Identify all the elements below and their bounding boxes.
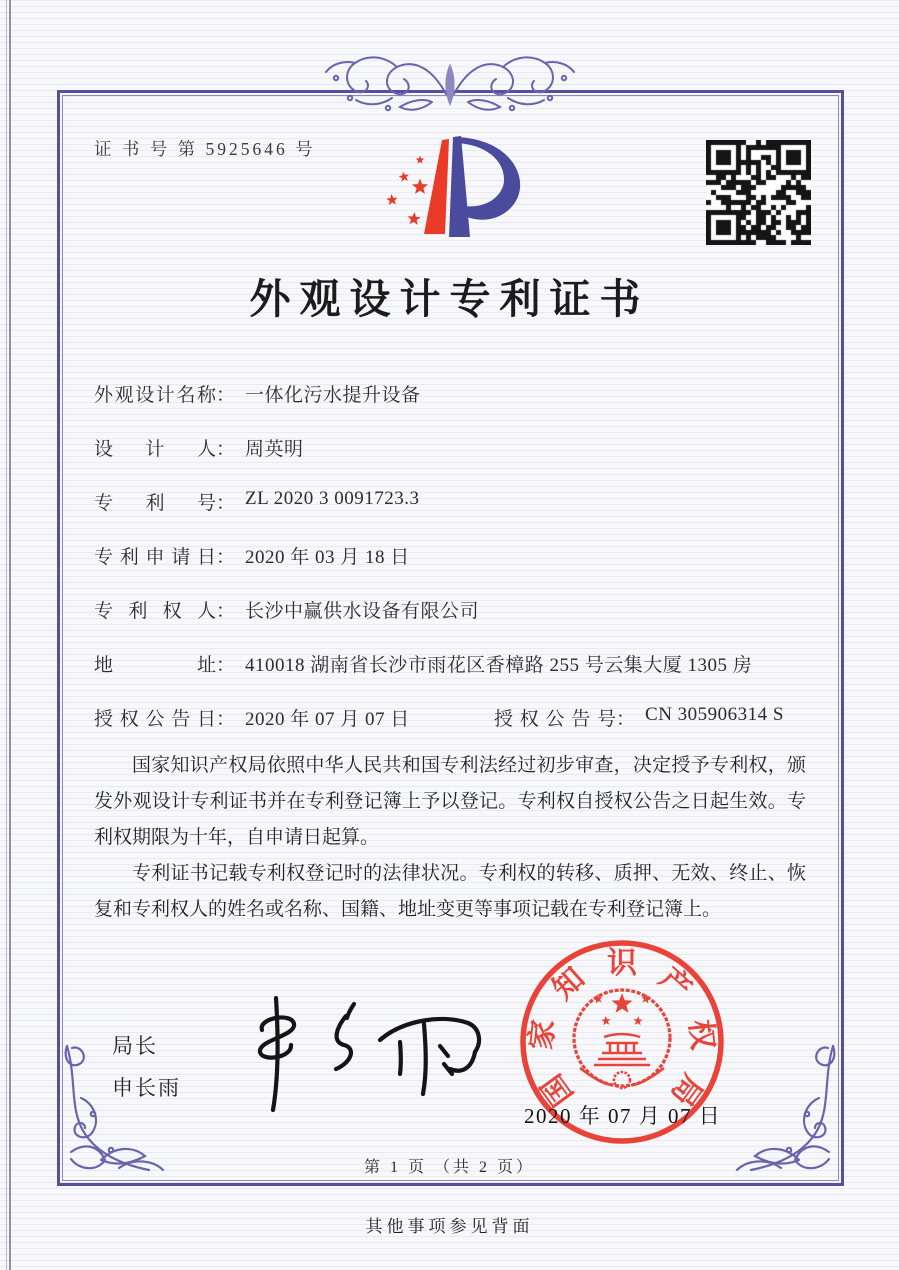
field-label: 专利权人 <box>94 601 216 622</box>
field-colon: ： <box>216 493 236 514</box>
legal-text <box>94 748 806 928</box>
field-value: 一体化污水提升设备 <box>245 385 421 406</box>
signature-shen-changyu <box>228 990 498 1115</box>
field-colon: ： <box>216 547 236 568</box>
field-label: 外观设计名称 <box>94 385 216 406</box>
seal-date: 2020 年 07 月 07 日 <box>524 1104 722 1128</box>
field-colon: ： <box>216 385 236 406</box>
logo-red-wedge <box>424 139 449 234</box>
commissioner-role: 局长 <box>112 1035 158 1058</box>
field-label: 授权公告号 <box>494 709 617 730</box>
cnipa-logo-icon <box>360 130 540 258</box>
field-label: 专利申请日 <box>94 547 216 568</box>
svg-text:家: 家 <box>524 1018 561 1052</box>
page-number: 第 1 页 （共 2 页） <box>363 1159 535 1176</box>
top-border-ornament <box>318 48 582 122</box>
field-colon: ： <box>216 655 236 676</box>
field-row-designer <box>94 434 810 488</box>
svg-text:识: 识 <box>607 946 637 980</box>
logo-stars <box>386 156 428 226</box>
field-value: 2020 年 03 月 18 日 <box>245 547 410 568</box>
field-label: 专利号 <box>94 493 216 514</box>
qr-code <box>706 140 811 245</box>
field-row-address <box>94 650 810 704</box>
bottom-left-flourish <box>59 1040 199 1180</box>
logo-blue-bowl <box>457 137 520 220</box>
logo-blue-wedge <box>449 136 470 237</box>
field-label: 设计人 <box>94 439 216 460</box>
field-colon: ： <box>216 439 236 460</box>
field-row-filing-date <box>94 542 810 596</box>
field-colon: ： <box>216 709 236 730</box>
field-label: 地址 <box>94 655 216 676</box>
back-side-note: 其他事项参见背面 <box>365 1217 534 1236</box>
field-value: CN 305906314 S <box>645 704 784 725</box>
svg-text:产: 产 <box>653 961 698 1007</box>
svg-text:权: 权 <box>683 1018 720 1052</box>
national-emblem <box>574 990 670 1088</box>
commissioner-name: 申长雨 <box>112 1077 181 1100</box>
field-row-patentee <box>94 596 810 650</box>
certificate-title: 外观设计专利证书 <box>249 276 650 322</box>
field-list <box>94 380 810 758</box>
field-colon: ： <box>616 709 636 730</box>
svg-text:国: 国 <box>535 1068 580 1112</box>
bottom-right-flourish <box>701 1040 841 1180</box>
field-value: 2020 年 07 月 07 日 <box>245 709 410 730</box>
field-value: 410018 湖南省长沙市雨花区香樟路 255 号云集大厦 1305 房 <box>245 655 753 676</box>
svg-text:局: 局 <box>664 1068 709 1112</box>
svg-text:知: 知 <box>546 961 591 1007</box>
legal-paragraph: 专利证书记载专利权登记时的法律状况。专利权的转移、质押、无效、终止、恢复和专利权人的姓名或名称、国籍、地址变更等事项记载在专利登记簿上。 <box>94 863 806 920</box>
field-value: ZL 2020 3 0091723.3 <box>245 488 420 509</box>
legal-paragraph: 国家知识产权局依照中华人民共和国专利法经过初步审查，决定授予专利权，颁发外观设计专利证书并在专利登记簿上予以登记。专利权自授权公告之日起生效。专利权期限为十年，自申请日起算。 <box>94 755 806 848</box>
scan-edge-line <box>6 0 7 1270</box>
field-label: 授权公告日 <box>94 709 216 730</box>
field-value: 长沙中赢供水设备有限公司 <box>245 601 480 622</box>
field-colon: ： <box>216 601 236 622</box>
scan-edge-line <box>9 0 11 1270</box>
field-row-design-name <box>94 380 810 434</box>
field-row-patent-number <box>94 488 810 542</box>
certificate-number: 证 书 号 第 5925646 号 <box>94 139 316 159</box>
field-value: 周英明 <box>245 439 304 460</box>
